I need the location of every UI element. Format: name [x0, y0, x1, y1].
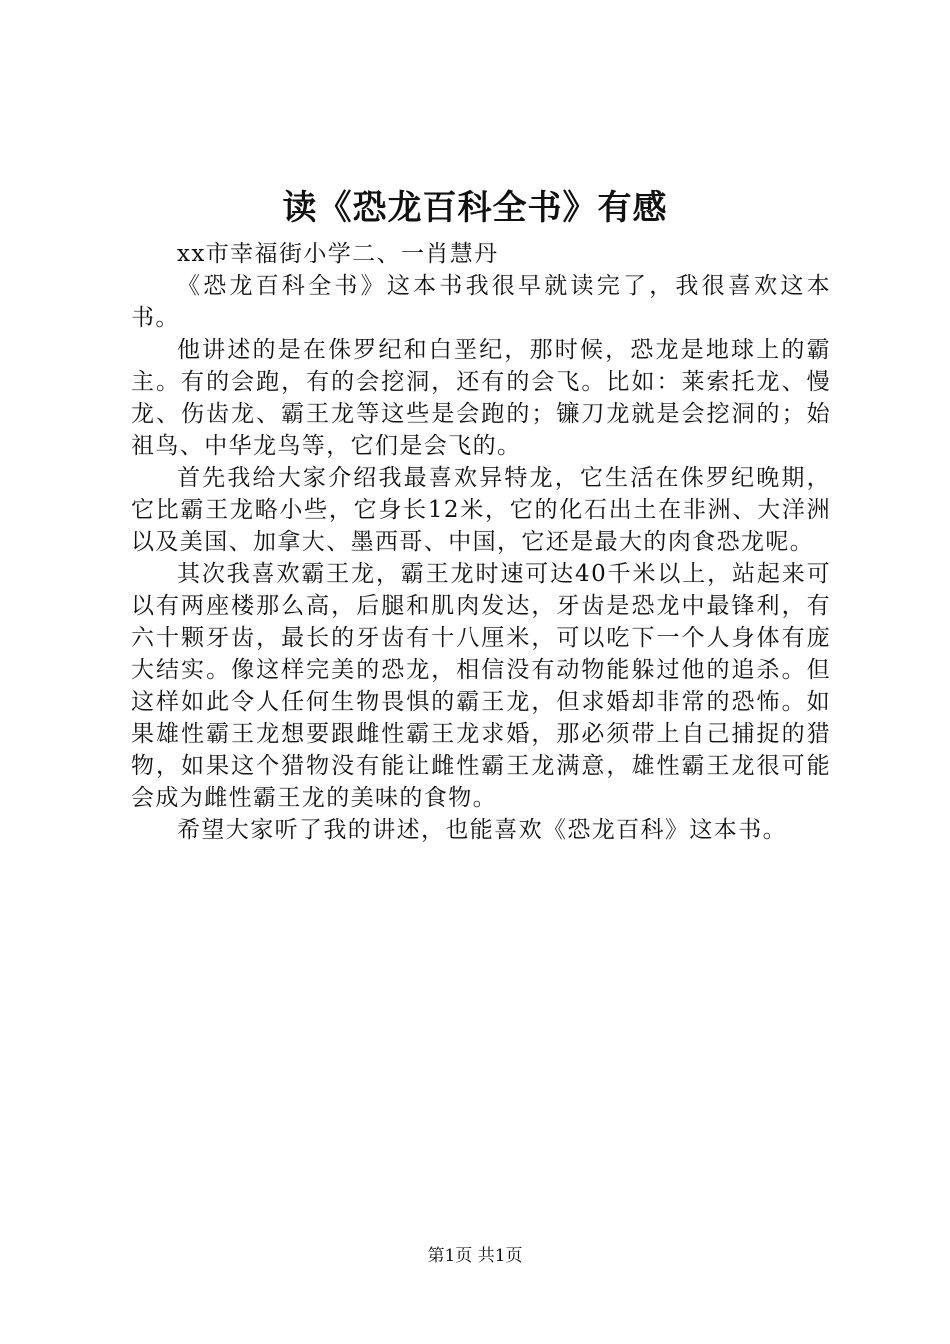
author-byline: xx市幸福街小学二、一肖慧丹 [177, 241, 499, 267]
paragraph-5: 希望大家听了我的讲述，也能喜欢《恐龙百科》这本书。 [177, 817, 787, 843]
paragraph-4: 其次我喜欢霸王龙，霸王龙时速可达40千米以上，站起来可以有两座楼那么高，后腿和肌肉发达，牙齿是恐龙中最锋利，有六十颗牙齿，最长的牙齿有十八厘米，可以吃下一个人身体有庞大结实。像这样完美的恐龙，相信没有动物能躲过他的追杀。但这样如此令人任何生物畏惧的霸王龙，但求婚却非常的恐怖。如果雄性霸王龙想要跟雌性霸王龙求婚，那必须带上自己捕捉的猎物，如果这个猎物没有能让雌性霸王龙满意，雄性霸王龙很可能会成为雌性霸王龙的美味的食物。 [131, 561, 831, 811]
document-title: 读《恐龙百科全书》有感 [282, 188, 668, 228]
page-footer: 第1页 共1页 [427, 1246, 523, 1266]
paragraph-2: 他讲述的是在侏罗纪和白垩纪，那时候，恐龙是地球上的霸主。有的会跑，有的会挖洞，还有的会飞。比如：莱索托龙、慢龙、伤齿龙、霸王龙等这些是会跑的；镰刀龙就是会挖洞的；始祖鸟、中华龙鸟等，它们是会飞的。 [131, 337, 831, 459]
document-body [131, 238, 831, 846]
paragraph-1: 《恐龙百科全书》这本书我很早就读完了，我很喜欢这本书。 [131, 273, 831, 331]
paragraph-3: 首先我给大家介绍我最喜欢异特龙，它生活在侏罗纪晚期，它比霸王龙略小些，它身长12米，它的化石出土在非洲、大洋洲以及美国、加拿大、墨西哥、中国，它还是最大的肉食恐龙呢。 [131, 465, 831, 555]
